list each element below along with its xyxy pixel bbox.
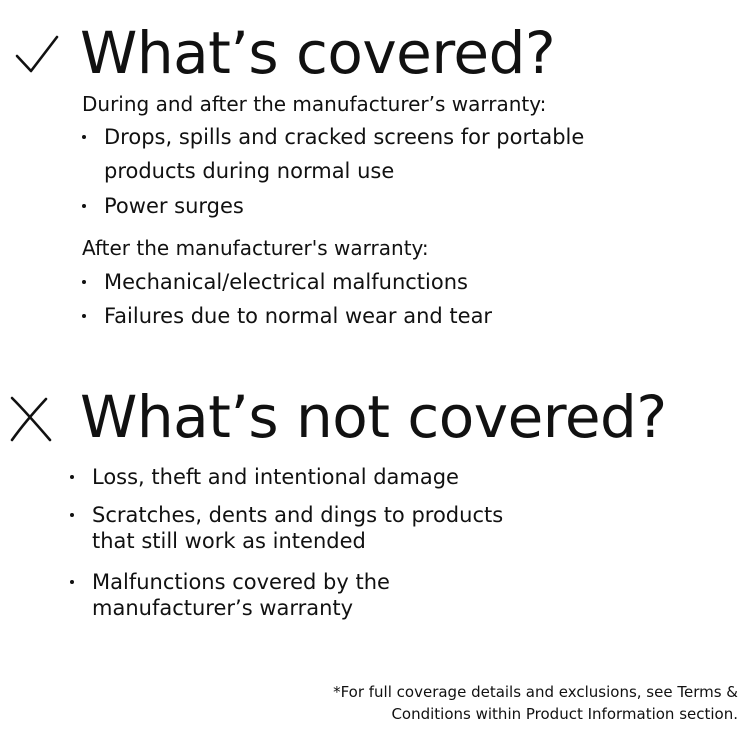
bullet-dot [82,204,86,208]
checkmark-icon [14,34,60,74]
list-item-text: Drops, spills and cracked screens for portable [104,125,585,149]
list-item-text: manufacturer’s warranty [92,596,354,620]
bullet-dot [70,475,74,479]
list-item-text: Malfunctions covered by the [92,570,390,594]
list-item-text: Loss, theft and intentional damage [92,465,459,489]
covered-title: What’s covered? [80,19,556,87]
coverage-footnote [333,681,738,725]
footnote-line: Conditions within Product Information section. [391,705,738,723]
not-covered-title: What’s not covered? [80,383,667,451]
bullet-dot [70,580,74,584]
list-item-text: Failures due to normal wear and tear [104,304,493,328]
list-item-text: Scratches, dents and dings to products [92,503,504,527]
list-item-text: products during normal use [104,159,395,183]
bullet-dot [70,513,74,517]
bullet-dot [82,135,86,139]
covered-group-heading-2: After the manufacturer's warranty: [82,236,429,260]
not-covered-section [0,380,750,640]
covered-group-heading-1: During and after the manufacturer’s warranty: [82,92,547,116]
list-item-text: Power surges [104,194,244,218]
list-item-text: Mechanical/electrical malfunctions [104,270,468,294]
footnote-line: *For full coverage details and exclusions, see Terms & [333,683,738,701]
bullet-dot [82,280,86,284]
covered-section [0,0,750,340]
bullet-dot [82,314,86,318]
x-mark-icon [8,394,54,444]
list-item-text: that still work as intended [92,529,366,553]
